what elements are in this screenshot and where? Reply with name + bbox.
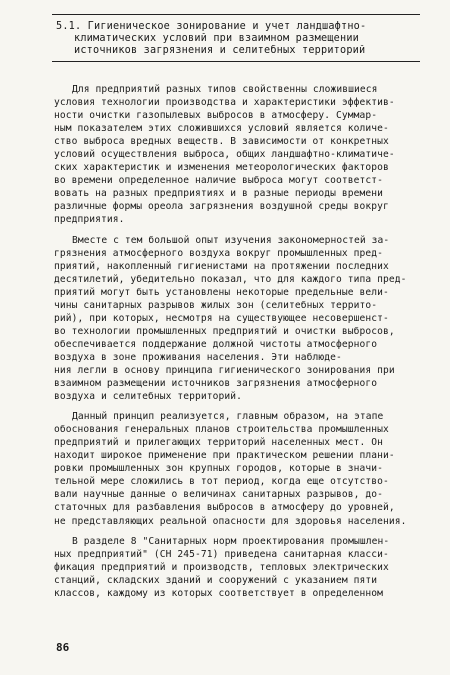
text-line: грязнения атмосферного воздуха вокруг промышленных пред- [54,247,384,259]
text-line: условия технологии производства и характеристики эффектив- [54,97,395,109]
text-line: классов, каждому из которых соответствует в определенном [54,587,384,599]
text-line: во времени определенное наличие выброса могут соответст- [54,175,384,187]
text-line: воздуха и селитебных территорий. [54,391,243,403]
text-line: ния легли в основу принципа гигиенического зонирования при [54,364,395,376]
text-line: предприятий и прилегающих территорий населенных мест. Он [54,437,384,449]
paragraph [54,83,412,227]
text-line: вовать на разных предприятиях и в разные периоды времени [54,188,384,200]
page-number: 86 [56,641,70,654]
section-title-line: источников загрязнения и селитебных территорий [74,45,366,56]
text-line: находит широкое применение при практическом решении плани- [54,450,395,462]
text-line: не представляющих реальной опасности для здоровья населения. [54,515,407,527]
text-line: ным показателем этих сложившихся условий является количе- [54,123,389,135]
text-line: ности очистки газопылевых выбросов в атмосферу. Суммар- [54,110,378,122]
section-title-line: 5.1. Гигиеническое зонирование и учет ландшафтно- [56,21,367,32]
text-line: различные формы ореола загрязнения воздушной среды вокруг [54,201,389,213]
text-line: десятилетий, убедительно показал, что для каждого типа пред- [54,273,407,285]
text-line: ровки промышленных зон крупных городов, которые в значи- [54,463,384,475]
text-line: чины санитарных разрывов жилых зон (селитебных террито- [54,299,378,311]
paragraph [54,535,412,600]
text-line: Для предприятий разных типов свойственны сложившиеся [72,84,378,95]
text-line: статочных для разбавления выбросов в атмосферу до уровней, [54,502,395,514]
text-line: ных предприятий" (СН 245-71) приведена санитарная класси- [54,548,389,560]
text-line: вали научные данные о величинах санитарных разрывов, до- [54,489,384,501]
text-line: рий), при которых, несмотря на существующее несовершенст- [54,312,389,324]
text-line: В разделе 8 "Санитарных норм проектирования промышлен- [72,535,390,547]
text-line: фикация предприятий и производств, тепловых электрических [54,561,389,573]
text-line: условий осуществления выброса, общих ландшафтно-климатиче- [54,149,395,161]
paragraph [54,410,412,527]
text-line: ских характеристик и изменения метеорологических факторов [54,162,389,174]
section-title-line: климатических условий при взаимном размещении [74,33,360,44]
paragraph [54,234,412,404]
text-line: тельной мере сложились в тот период, когда еще отсутство- [54,476,389,488]
text-line: во технологии промышленных предприятий и очистки выбросов, [54,325,395,337]
text-line: предприятия. [54,214,125,226]
text-line: станций, складских зданий и сооружений с указанием пяти [54,574,378,586]
text-line: воздуха в зоне проживания населения. Эти наблюде- [54,351,342,363]
text-line: Вместе с тем большой опыт изучения закономерностей за- [72,234,390,246]
text-line: обоснования генеральных планов строительства промышленных [54,424,389,436]
text-line: Данный принцип реализуется, главным образом, на этапе [72,411,384,423]
text-line: ство выброса вредных веществ. В зависимости от конкретных [54,136,389,148]
body-text [54,83,412,607]
text-line: приятий могут быть установлены некоторые предельные вели- [54,286,389,298]
text-line: взаимном размещении источников загрязнения атмосферного [54,378,378,390]
text-line: обеспечивается поддержание должной чистоты атмосферного [54,338,378,350]
section-title [52,14,420,62]
text-line: приятий, накопленный гигиенистами на протяжении последних [54,260,389,272]
